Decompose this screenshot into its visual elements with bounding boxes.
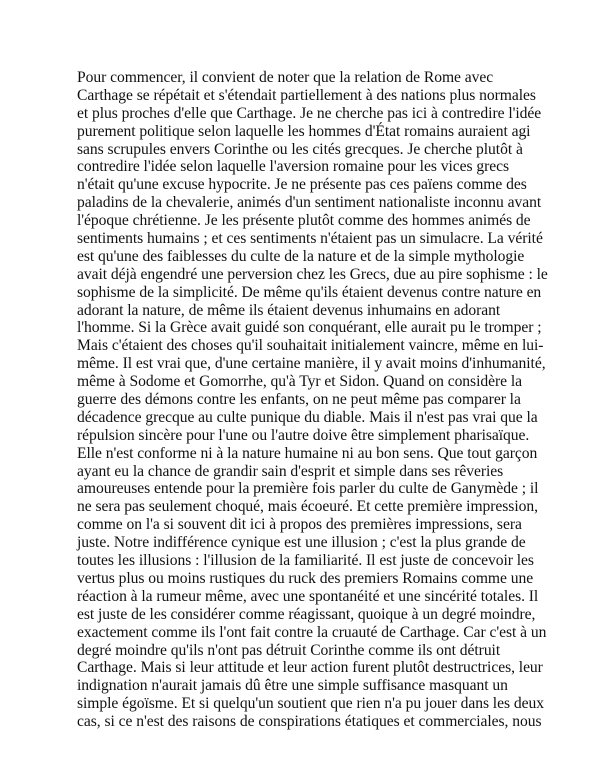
text-line: amoureuses entende pour la première fois parler du culte de Ganymède ; il [77, 480, 539, 498]
text-line: ne sera pas seulement choqué, mais écoeuré. Et cette première impression, [77, 498, 538, 516]
text-line: simple égoïsme. Et si quelqu'un soutient que rien n'a pu jouer dans les deux [77, 695, 544, 713]
text-line: juste. Notre indifférence cynique est une illusion ; c'est la plus grande de [77, 534, 526, 552]
text-line: sans scrupules envers Corinthe ou les cités grecques. Je cherche plutôt à [77, 140, 523, 158]
text-line: répulsion sincère pour l'une ou l'autre doive être simplement pharisaïque. [77, 426, 530, 444]
text-line: sentiments humains ; et ces sentiments n'étaient pas un simulacre. La vérité [77, 230, 543, 248]
text-line: adorant la nature, de même ils étaient devenus inhumains en adorant [77, 301, 501, 319]
text-line: indignation n'aurait jamais dû être une simple suffisance masquant un [77, 677, 508, 695]
text-line: Elle n'est conforme ni à la nature humaine ni au bon sens. Que tout garçon [77, 444, 538, 462]
text-line: comme on l'a si souvent dit ici à propos des premières impressions, sera [77, 516, 522, 534]
text-line: exactement comme ils l'ont fait contre la cruauté de Carthage. Car c'est à un [77, 623, 547, 641]
body-paragraph [77, 69, 548, 731]
text-line: Carthage se répétait et s'étendait partiellement à des nations plus normales [77, 86, 536, 104]
text-line: Pour commencer, il convient de noter que la relation de Rome avec [77, 69, 494, 86]
text-line: est qu'une des faiblesses du culte de la nature et de la simple mythologie [77, 247, 525, 265]
text-line: purement politique selon laquelle les hommes d'État romains auraient agi [77, 122, 531, 140]
text-line: guerre des démons contre les enfants, on ne peut même pas comparer la [77, 391, 521, 409]
text-line: Mais c'étaient des choses qu'il souhaitait initialement vaincre, même en lui- [77, 337, 544, 355]
text-line: paladins de la chevalerie, animés d'un sentiment nationaliste inconnu avant [77, 194, 542, 212]
text-line: avait déjà engendré une perversion chez les Grecs, due au pire sophisme : le [77, 265, 548, 283]
text-line: réaction à la rumeur même, avec une spontanéité et une sincérité totales. Il [77, 587, 539, 605]
text-line: degré moindre qu'ils n'ont pas détruit Corinthe comme ils ont détruit [77, 641, 501, 659]
text-line: vertus plus ou moins rustiques du ruck des premiers Romains comme une [77, 569, 534, 587]
text-line: et plus proches d'elle que Carthage. Je ne cherche pas ici à contredire l'idée [77, 104, 542, 122]
text-line: l'homme. Si la Grèce avait guidé son conquérant, elle aurait pu le tromper ; [77, 319, 542, 337]
text-line: même à Sodome et Gomorrhe, qu'à Tyr et Sidon. Quand on considère la [77, 373, 522, 391]
text-line: même. Il est vrai que, d'une certaine manière, il y avait moins d'inhumanité, [77, 355, 546, 373]
text-line: contredire l'idée selon laquelle l'aversion romaine pour les vices grecs [77, 158, 509, 176]
text-line: ayant eu la chance de grandir sain d'esprit et simple dans ses rêveries [77, 462, 504, 480]
text-line: Carthage. Mais si leur attitude et leur action furent plutôt destructrices, leur [77, 659, 543, 677]
text-line: l'époque chrétienne. Je les présente plutôt comme des hommes animés de [77, 212, 531, 230]
text-line: est juste de les considérer comme réagissant, quoique à un degré moindre, [77, 605, 536, 623]
text-line: décadence grecque au culte punique du diable. Mais il n'est pas vrai que la [77, 408, 538, 426]
text-line: toutes les illusions : l'illusion de la familiarité. Il est juste de concevoir les [77, 552, 534, 570]
text-line: n'était qu'une excuse hypocrite. Je ne présente pas ces païens comme des [77, 176, 527, 194]
text-line: sophisme de la simplicité. De même qu'ils étaient devenus contre nature en [77, 283, 542, 301]
text-line: cas, si ce n'est des raisons de conspirations étatiques et commerciales, nous [77, 713, 542, 731]
